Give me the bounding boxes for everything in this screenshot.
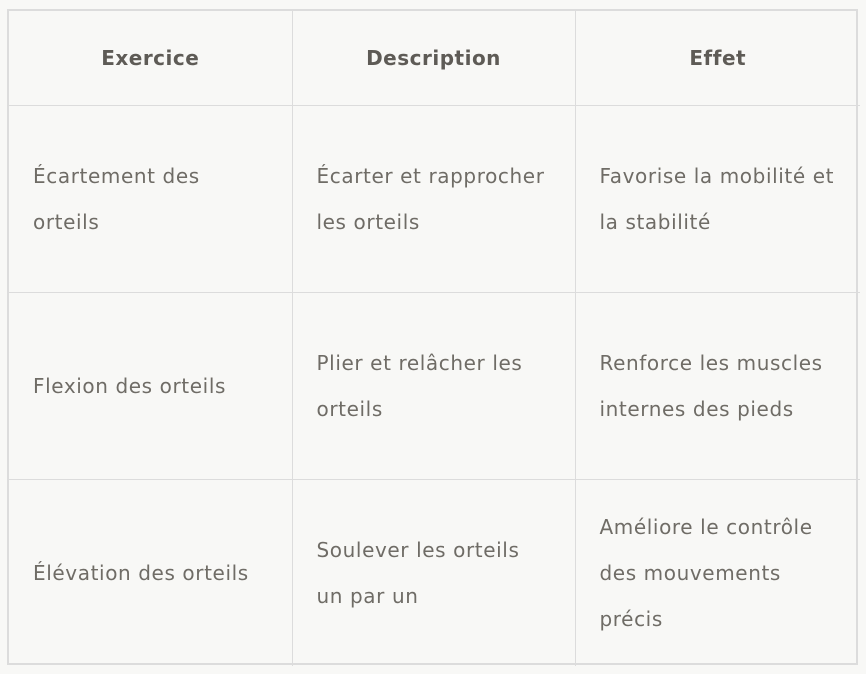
header-description: Description	[292, 11, 575, 106]
cell-exercice: Élévation des orteils	[9, 480, 292, 667]
cell-effet: Améliore le contrôle des mouvements précis	[575, 480, 860, 667]
cell-description: Soulever les orteils un par un	[292, 480, 575, 667]
table-row	[9, 480, 860, 667]
table-row	[9, 106, 860, 293]
cell-exercice: Écartement des orteils	[9, 106, 292, 293]
cell-effet: Favorise la mobilité et la stabilité	[575, 106, 860, 293]
exercise-table-container	[7, 9, 858, 665]
cell-description: Plier et relâcher les orteils	[292, 293, 575, 480]
cell-effet: Renforce les muscles internes des pieds	[575, 293, 860, 480]
cell-exercice: Flexion des orteils	[9, 293, 292, 480]
table-header-row	[9, 11, 860, 106]
exercise-table	[9, 11, 860, 666]
cell-description: Écarter et rapprocher les orteils	[292, 106, 575, 293]
header-exercice: Exercice	[9, 11, 292, 106]
table-row	[9, 293, 860, 480]
header-effet: Effet	[575, 11, 860, 106]
